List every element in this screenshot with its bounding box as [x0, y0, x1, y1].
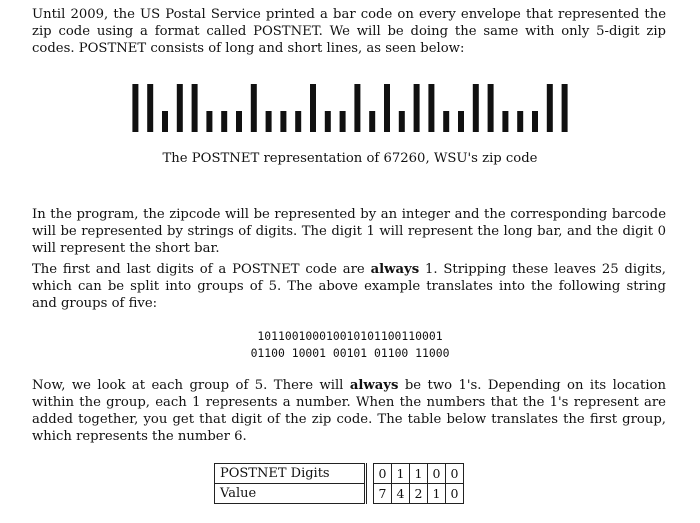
table-cell: 1: [410, 464, 428, 484]
short-bar: [236, 111, 242, 132]
short-bar: [266, 111, 272, 132]
code-string: 101100100010010101100110001: [257, 329, 443, 343]
table-row-value: [215, 484, 464, 504]
short-bar: [532, 111, 538, 132]
barcode-caption: The POSTNET representation of 67260, WSU's zip code: [162, 151, 538, 166]
row-label-postnet-digits: POSTNET Digits: [215, 464, 366, 484]
long-bar: [147, 84, 153, 132]
program-line-1: In the program, the zipcode will be represented by an integer and the corresponding barcode will: [32, 207, 666, 239]
first-last-line-2: can be split into groups of 5. The above example translates into the following string and groups of: [32, 279, 666, 311]
postnet-barcode: [128, 84, 572, 132]
long-bar: [428, 84, 434, 132]
groups-line-4: number 6.: [177, 429, 247, 444]
long-bar: [177, 84, 183, 132]
table-cell: 1: [428, 484, 446, 504]
table-cell: 2: [410, 484, 428, 504]
table-cell: 4: [392, 484, 410, 504]
short-bar: [443, 111, 449, 132]
row-label-value: Value: [215, 484, 366, 504]
long-bar: [192, 84, 198, 132]
short-bar: [280, 111, 286, 132]
program-line-2: be represented by strings of digits. The digit 1 will represent the long bar, and the digit 0 will: [32, 224, 666, 256]
long-bar: [354, 84, 360, 132]
short-bar: [502, 111, 508, 132]
long-bar: [488, 84, 494, 132]
long-bar: [547, 84, 553, 132]
emphasis-always: always: [370, 262, 420, 277]
short-bar: [295, 111, 301, 132]
translation-table: [214, 463, 464, 504]
first-last-line-3: five:: [128, 296, 158, 311]
short-bar: [399, 111, 405, 132]
long-bar: [562, 84, 568, 132]
groups-paragraph: [32, 377, 666, 445]
table-cell: 7: [374, 484, 392, 504]
table-row-digits: [215, 464, 464, 484]
emphasis-always-2: always: [349, 378, 399, 393]
short-bar: [206, 111, 212, 132]
groups-line-3: you get that digit of the zip code. The table below translates the first group, which represents the: [32, 412, 666, 444]
long-bar: [473, 84, 479, 132]
short-bar: [458, 111, 464, 132]
long-bar: [251, 84, 257, 132]
intro-paragraph: [32, 6, 666, 57]
groups-line-1-pre: Now, we look at each group of 5. There will: [32, 378, 350, 393]
intro-line-1: Until 2009, the US Postal Service printed a bar code on every envelope that represented the zip: [32, 7, 666, 39]
short-bar: [369, 111, 375, 132]
table-cell: 0: [446, 484, 464, 504]
first-last-line-1-pre: The first and last digits of a POSTNET code are: [32, 262, 371, 277]
code-groups: 01100 10001 00101 01100 11000: [250, 346, 450, 360]
intro-line-3: POSTNET consists of long and short lines, as seen below:: [78, 41, 465, 56]
long-bar: [132, 84, 138, 132]
table-cell: 0: [446, 464, 464, 484]
long-bar: [384, 84, 390, 132]
table-cell: 0: [374, 464, 392, 484]
short-bar: [517, 111, 523, 132]
short-bar: [325, 111, 331, 132]
program-line-3: represent the short bar.: [60, 241, 220, 256]
table-cell: 1: [392, 464, 410, 484]
table-cell: 0: [428, 464, 446, 484]
long-bar: [414, 84, 420, 132]
short-bar: [221, 111, 227, 132]
groups-line-2: group, each 1 represents a number. When the numbers that the 1's represent are added together,: [32, 395, 666, 427]
groups-line-1-post: be two 1's. Depending on its location within the: [32, 378, 666, 410]
program-paragraph: [32, 206, 666, 257]
first-last-paragraph: [32, 261, 666, 312]
short-bar: [162, 111, 168, 132]
long-bar: [310, 84, 316, 132]
short-bar: [340, 111, 346, 132]
first-last-line-1-post: 1. Stripping these leaves 25 digits, which: [32, 262, 666, 294]
intro-line-2: code using a format called POSTNET. We will be doing the same with only 5-digit zip codes.: [32, 24, 666, 56]
